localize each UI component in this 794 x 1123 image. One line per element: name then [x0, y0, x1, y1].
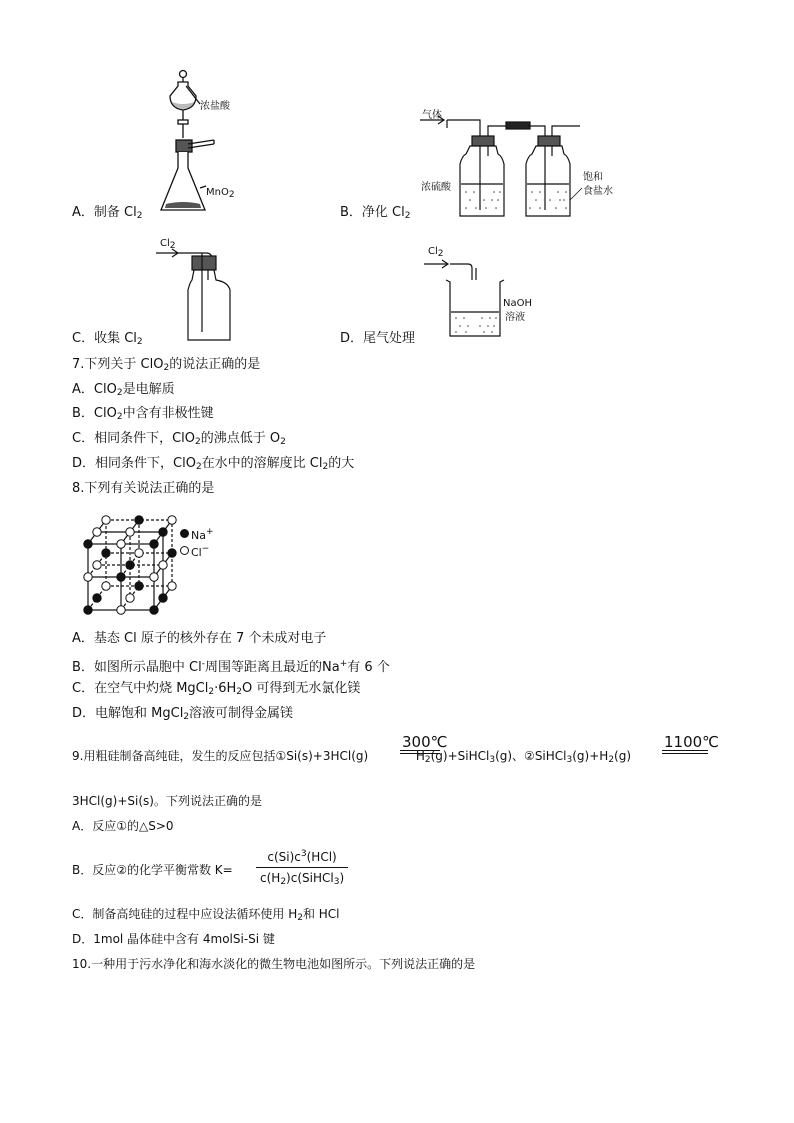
label-gas: 气体 — [422, 110, 442, 121]
reaction-1-condition: 300℃ — [400, 734, 440, 754]
figure-b-cl2-purification — [420, 108, 590, 220]
option-8b: B．如图所示晶胞中 Cl-周围等距离且最近的Na+有 6 个 — [72, 659, 390, 675]
option-9a: A．反应①的△S>0 — [72, 819, 174, 833]
option-6d: D．尾气处理 — [340, 331, 416, 346]
label-cl2-d: $Cl_2$ — [428, 246, 444, 259]
label-cl2-c: $Cl_2$ — [160, 238, 176, 251]
option-7d: D．相同条件下，ClO$_2$在水中的溶解度比 $Cl_2$的大 — [72, 456, 355, 472]
question-8-stem: 8.下列有关说法正确的是 — [72, 481, 215, 496]
option-7b: B．ClO$_2$中含有非极性键 — [72, 406, 214, 422]
option-8d: D．电解饱和 MgCl$_2$溶液可制得金属镁 — [72, 706, 294, 722]
legend-cl: Cl− — [180, 541, 209, 561]
option-6a: A．制备 $Cl_2$ — [72, 205, 143, 221]
label-naoh: NaOH — [503, 298, 532, 309]
question-9-stem-line1: 9.用粗硅制备高纯硅，发生的反应包括①Si(s)+3HCl(g) $H_2(g)+SiHCl_3(g)$、$②SiHCl_3(g)+H_2(g)$ — [72, 749, 632, 765]
label-saturated: 饱和 — [583, 172, 603, 183]
option-9b: B．反应②的化学平衡常数 K= — [72, 863, 233, 877]
option-7a: A．ClO$_2$是电解质 — [72, 382, 175, 398]
equilibrium-constant-fraction: $c(Si)c^3(HCl)$ $c(H_2)c(SiHCl_3)$ — [256, 846, 348, 890]
label-solution: 溶液 — [505, 312, 525, 323]
label-mno2: MnO$_2$ — [206, 187, 235, 200]
option-6b: B．净化 $Cl_2$ — [340, 205, 411, 221]
question-10-stem: 10.一种用于污水净化和海水淡化的微生物电池如图所示。下列说法正确的是 — [72, 957, 476, 971]
nacl-crystal-cell-figure — [80, 514, 180, 616]
legend-na: Na+ — [180, 524, 214, 544]
label-brine: 食盐水 — [583, 186, 613, 197]
question-7-stem: 7.下列关于 ClO$_2$的说法正确的是 — [72, 357, 261, 373]
reaction-2-condition: 1100℃ — [662, 734, 708, 754]
option-7c: C．相同条件下，ClO$_2$的沸点低于 $O_2$ — [72, 431, 286, 447]
option-9c: C．制备高纯硅的过程中应设法循环使用 $H_2$和 HCl — [72, 907, 340, 923]
question-9-stem-line2: 3HCl(g)+Si(s)。下列说法正确的是 — [72, 794, 262, 808]
label-conc-hcl: 浓盐酸 — [200, 101, 230, 112]
option-9d: D．1mol 晶体硅中含有 4molSi-Si 键 — [72, 932, 275, 946]
option-8a: A．基态 Cl 原子的核外存在 7 个未成对电子 — [72, 631, 327, 646]
label-conc-h2so4: 浓硫酸 — [421, 182, 451, 193]
option-6c: C．收集 $Cl_2$ — [72, 331, 143, 347]
option-8c: C．在空气中灼烧 $MgCl_2\cdot 6H_2O$ 可得到无水氯化镁 — [72, 681, 361, 697]
